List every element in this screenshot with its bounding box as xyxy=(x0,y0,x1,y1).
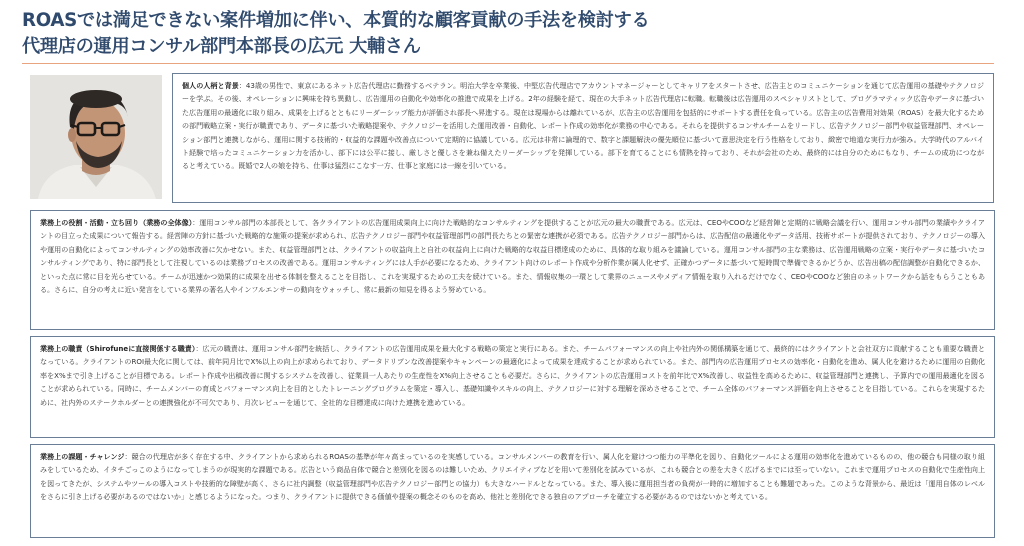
duty-text: ：広元の職責は、運用コンサル部門を統括し、クライアントの広告運用成果を最大化する戦略の策定と実行にある。また、チームパフォーマンスの向上や社内外の関係構築を通じて、最終的にはクライアントと会社双方に貢献することも重要な職責となっている。クライアントのROI最大化に関しては、前年同月比でX%以上の向上が求められており、データドリブンな改善提案やキャンペーンの最適化によって成果を達成することが求められている。また、部門内の広告運用プロセスの効率化・自動化を進め、属人化を避けるために運用の自動化率をX%まで引き上げることが目標である。レポート作成や出稿改善に関するシステムを改善し、従業員一人あたりの生産性をX%向上させることも必要だ。さらに、クライアントの広告運用コストを前年比でX%改善し、収益性を高めるために、収益管理部門と連携し、予算内での運用最適化を図ることが求められている。同時に、チームメンバーの育成とパフォーマンス向上を目的としたトレーニングプログラムを策定・導入し、基礎知識やスキルの向上、テクノロジーに対する理解を深めさせることで、チーム全体のパフォーマンス評価を向上させることを目指している。これらを実現するために、社内外のステークホルダーとの連携強化が不可欠であり、月次レビューを通じて、全社的な目標達成に向けた連携を進めている。 xyxy=(40,344,985,407)
title-line-1: ROASでは満足できない案件増加に伴い、本質的な顧客貢献の手法を検討する xyxy=(22,10,650,31)
challenge-label: 業務上の課題・チャレンジ xyxy=(40,452,125,461)
role-section xyxy=(30,210,995,330)
challenge-text: ：競合の代理店が多く存在する中、クライアントから求められるROASの基準が年々高まっているのを実感している。コンサルメンバーの教育を行い、属人化を避けつつ能力の平準化を図り、自動化ツールによる運用の効率化を進めているものの、他の競合も同様の取り組みをしているため、イタチごっこのようになってしまうのが現実的な課題である。広告という商品自体で競合と差別化を図るのは難しいため、クリエイティブなどを用いて差別化を試みているが、これも競合との差を大きく広げるまでには至っていない。これまで運用プロセスの自動化で生産性向上を図ってきたが、システムやツールの導入コストや技術的な障壁が高く、さらに社内調整（収益管理部門や広告テクノロジー部門との協力）も大きなハードルとなっている。また、導入後に運用担当者の負荷が一時的に増加することも難題であった。このような背景から、最近は「運用自体のレベルをさらに引き上げる必要があるのではないか」と感じるようになった。つまり、クライアントに提供できる価値や提案の概念そのものを高め、他社と差別化できる独自のアプローチを確立する必要があるのではないかと考えている。 xyxy=(40,452,986,502)
profile-text: ：43歳の男性で、東京にあるネット広告代理店に勤務するベテラン。明治大学を卒業後、中堅広告代理店でアカウントマネージャーとしてキャリアをスタートさせ、広告主とのコミュニケーションを通じて広告運用の基礎やテクノロジーを学ぶ。その後、オペレーションに興味を持ち異動し、広告運用の自動化や効率化の推進で成果を上げる。2年の経験を経て、現在の大手ネット広告代理店に転職。転職後は広告運用のスペシャリストとして、プログラマティック広告やデータに基づいた広告運用の最適化に取り組み、成果を上げるとともにリーダーシップ能力が評価され部長へ昇進する。現在は現場からは離れているが、広告主の広告運用を包括的にサポートする責任を負っている。広告主の広告費用対効果（ROAS）を最大化するための部門戦略立案・実行が職責であり、データに基づいた戦略提案や、テクノロジーを活用した運用改善・自動化、レポート作成の効率化が業務の中心である。それらを提供するコンサルチームをリードし、広告テクノロジー部門や収益管理部門、オペレーション部門と連携しながら、運用に関する技術的・収益的な課題や改善点について定期的に協議している。広元は非常に論理的で、数字と課題解決の優先順位に基づいて意思決定を行う性格をしており、緻密で地道な実行力が強み。大学時代のアルバイト経験で培ったコミュニケーション力を活かし、部下には公平に接し、厳しさと優しさを兼ね備えたリーダーシップを発揮している。部下を育てることにも情熱を持っており、それが会社のため、最終的には自分のためにもなり、チームの成功につながると考えている。既婚で2人の娘を持ち、仕事は猛烈にこなす一方、仕事と家庭には一線を引いている。 xyxy=(182,81,985,171)
title-line-2: 代理店の運用コンサル部門本部長の広元 大輔さん xyxy=(22,36,421,57)
profile-label: 個人の人柄と背景 xyxy=(182,81,239,90)
duty-label: 業務上の職責（Shirofuneに直接関係する職責） xyxy=(40,344,196,353)
title-divider xyxy=(22,63,994,64)
portrait-photo xyxy=(30,75,162,199)
role-text: ：運用コンサル部門の本部長として、各クライアントの広告運用成果向上に向けた戦略的なコンサルティングを提供することが広元の最大の職責である。広元は、CEOやCOOなど経営陣と定期的に戦略会議を行い、運用コンサル部門の業績やクライアントの目立った成果について報告する。経営陣の方針に基づいた戦略的な施策の提案が求められ、広告テクノロジー部門や収益管理部門の部門長たちとの緊密な連携が必須である。広告テクノロジー部門からは、広告配信の最適化やデータ活用、技術サポートが提供されており、テクノロジーの導入や運用の自動化によってコンサルティングの効率改善に欠かせない。また、収益管理部門とは、クライアントの収益向上と自社の収益向上に向けた戦略的な収益目標達成のために、具体的な取り組みを議論している。運用コンサル部門の主な業務は、広告運用戦略の立案・実行やデータに基づいたコンサルティングであり、特に部門長として注視しているのは業務プロセスの改善である。運用コンサルティングには人手が必要になるため、クライアント向けのレポート作成や分析作業が属人化せず、正確かつデータに基づいて短時間で準備できるかどうか、広告出稿の配信調整が自動化できるか、といった点に常に目を光らせている。チームが迅速かつ効果的に成果を出せる体制を整えることを目指し、これを実現するための工夫を続けている。また、情報収集の一環として業界のニュースやメディア情報を取り入れるだけでなく、CEOやCOOなど独自のネットワークから話をもらうこともある。さらに、自分の考えに近い発言をしている業界の著名人やインフルエンサーの動向をウォッチし、常に最新の知見を得るよう努めている。 xyxy=(40,218,985,295)
challenge-section xyxy=(30,444,995,538)
role-label: 業務上の役割・活動・立ち回り（業務の全体像） xyxy=(40,218,193,227)
person-photo-icon xyxy=(30,75,162,199)
duty-section xyxy=(30,336,995,438)
profile-section xyxy=(172,73,994,203)
page-title xyxy=(22,8,1002,60)
